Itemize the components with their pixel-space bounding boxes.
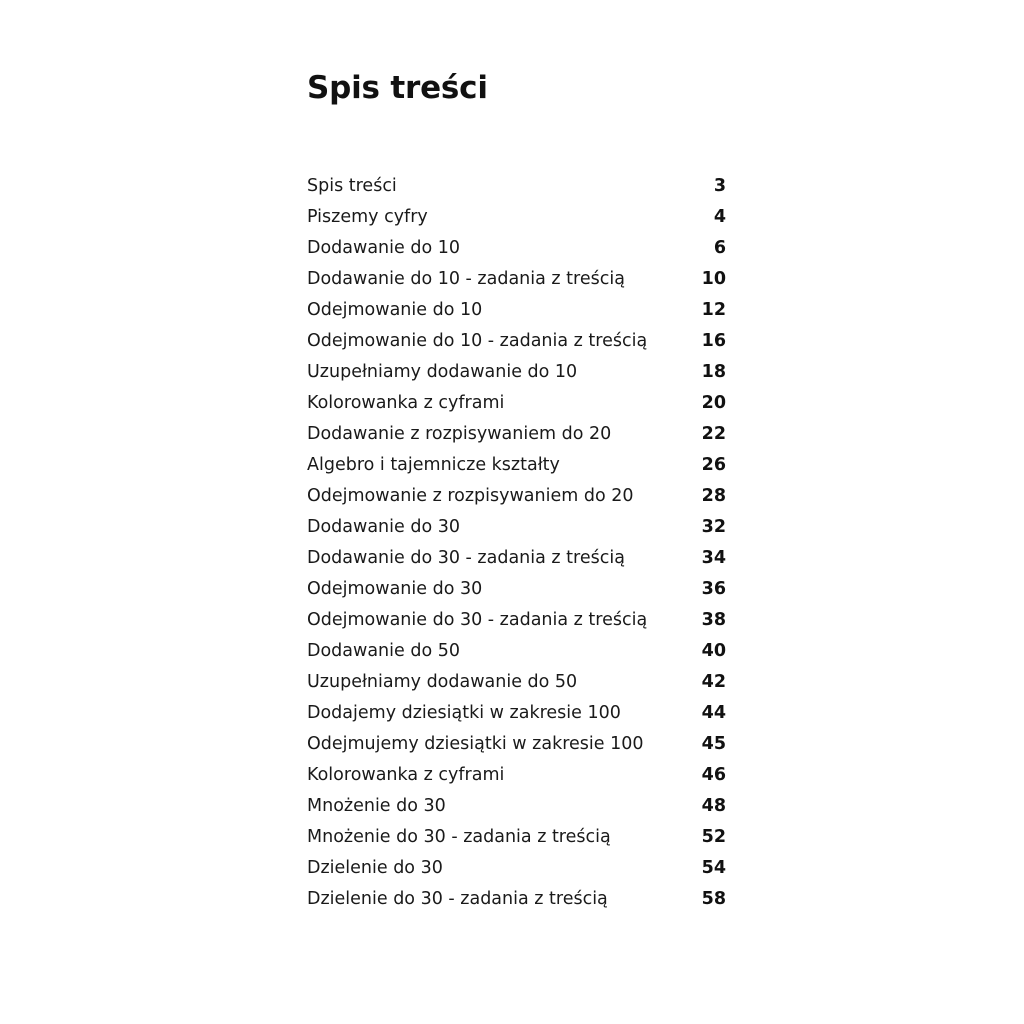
toc-entry-label: Dzielenie do 30 - zadania z treścią (307, 888, 608, 909)
toc-entry-page-number: 48 (701, 795, 726, 816)
toc-entry (307, 821, 726, 852)
toc-entry-page-number: 16 (701, 330, 726, 351)
toc-entry-page-number: 4 (713, 206, 726, 227)
toc-entry-page-number: 58 (701, 888, 726, 909)
toc-entry (307, 728, 726, 759)
toc-entry (307, 790, 726, 821)
toc-entry-label: Odejmowanie do 30 (307, 578, 483, 599)
toc-entry (307, 666, 726, 697)
toc-entry-page-number: 46 (701, 764, 726, 785)
toc-entry-page-number: 52 (701, 826, 726, 847)
toc-entry (307, 697, 726, 728)
toc-entry-page-number: 32 (701, 516, 726, 537)
toc-entry-label: Piszemy cyfry (307, 206, 428, 227)
toc-entry-label: Mnożenie do 30 - zadania z treścią (307, 826, 611, 847)
table-of-contents (307, 170, 726, 914)
toc-entry-label: Uzupełniamy dodawanie do 10 (307, 361, 578, 382)
toc-entry-page-number: 22 (701, 423, 726, 444)
toc-entry (307, 263, 726, 294)
toc-entry-page-number: 36 (701, 578, 726, 599)
toc-entry (307, 759, 726, 790)
toc-entry-page-number: 45 (701, 733, 726, 754)
toc-entry-page-number: 10 (701, 268, 726, 289)
toc-entry-label: Odejmujemy dziesiątki w zakresie 100 (307, 733, 644, 754)
toc-entry-label: Kolorowanka z cyframi (307, 392, 505, 413)
toc-entry (307, 573, 726, 604)
toc-entry (307, 883, 726, 914)
toc-entry-page-number: 3 (713, 175, 726, 196)
toc-entry-page-number: 26 (701, 454, 726, 475)
toc-entry-page-number: 54 (701, 857, 726, 878)
toc-entry (307, 852, 726, 883)
toc-entry (307, 604, 726, 635)
toc-entry-page-number: 28 (701, 485, 726, 506)
toc-entry-page-number: 38 (701, 609, 726, 630)
toc-entry (307, 170, 726, 201)
toc-entry-label: Odejmowanie do 30 - zadania z treścią (307, 609, 648, 630)
toc-entry (307, 387, 726, 418)
toc-entry (307, 201, 726, 232)
toc-entry-label: Mnożenie do 30 (307, 795, 446, 816)
toc-entry (307, 325, 726, 356)
toc-entry-label: Dodawanie do 10 (307, 237, 460, 258)
toc-entry (307, 356, 726, 387)
toc-entry-label: Dodawanie do 10 - zadania z treścią (307, 268, 625, 289)
toc-entry-label: Dzielenie do 30 (307, 857, 443, 878)
toc-entry-page-number: 20 (701, 392, 726, 413)
toc-entry-label: Spis treści (307, 175, 397, 196)
toc-entry-page-number: 6 (713, 237, 726, 258)
toc-entry-label: Algebro i tajemnicze kształty (307, 454, 560, 475)
toc-entry-label: Dodajemy dziesiątki w zakresie 100 (307, 702, 621, 723)
toc-entry-label: Dodawanie do 50 (307, 640, 460, 661)
toc-entry-page-number: 34 (701, 547, 726, 568)
toc-entry-page-number: 18 (701, 361, 726, 382)
toc-entry (307, 480, 726, 511)
toc-entry-label: Odejmowanie z rozpisywaniem do 20 (307, 485, 634, 506)
toc-entry (307, 542, 726, 573)
toc-entry (307, 418, 726, 449)
toc-entry-label: Odejmowanie do 10 - zadania z treścią (307, 330, 648, 351)
toc-entry (307, 294, 726, 325)
toc-entry-label: Dodawanie do 30 - zadania z treścią (307, 547, 625, 568)
toc-entry (307, 232, 726, 263)
page-title: Spis treści (307, 70, 488, 106)
toc-entry-label: Uzupełniamy dodawanie do 50 (307, 671, 578, 692)
toc-entry (307, 635, 726, 666)
toc-entry-label: Dodawanie z rozpisywaniem do 20 (307, 423, 612, 444)
toc-entry-page-number: 40 (701, 640, 726, 661)
toc-entry (307, 449, 726, 480)
toc-entry-label: Odejmowanie do 10 (307, 299, 483, 320)
toc-entry-label: Dodawanie do 30 (307, 516, 460, 537)
toc-entry (307, 511, 726, 542)
toc-entry-label: Kolorowanka z cyframi (307, 764, 505, 785)
toc-entry-page-number: 42 (701, 671, 726, 692)
toc-entry-page-number: 12 (701, 299, 726, 320)
toc-entry-page-number: 44 (701, 702, 726, 723)
